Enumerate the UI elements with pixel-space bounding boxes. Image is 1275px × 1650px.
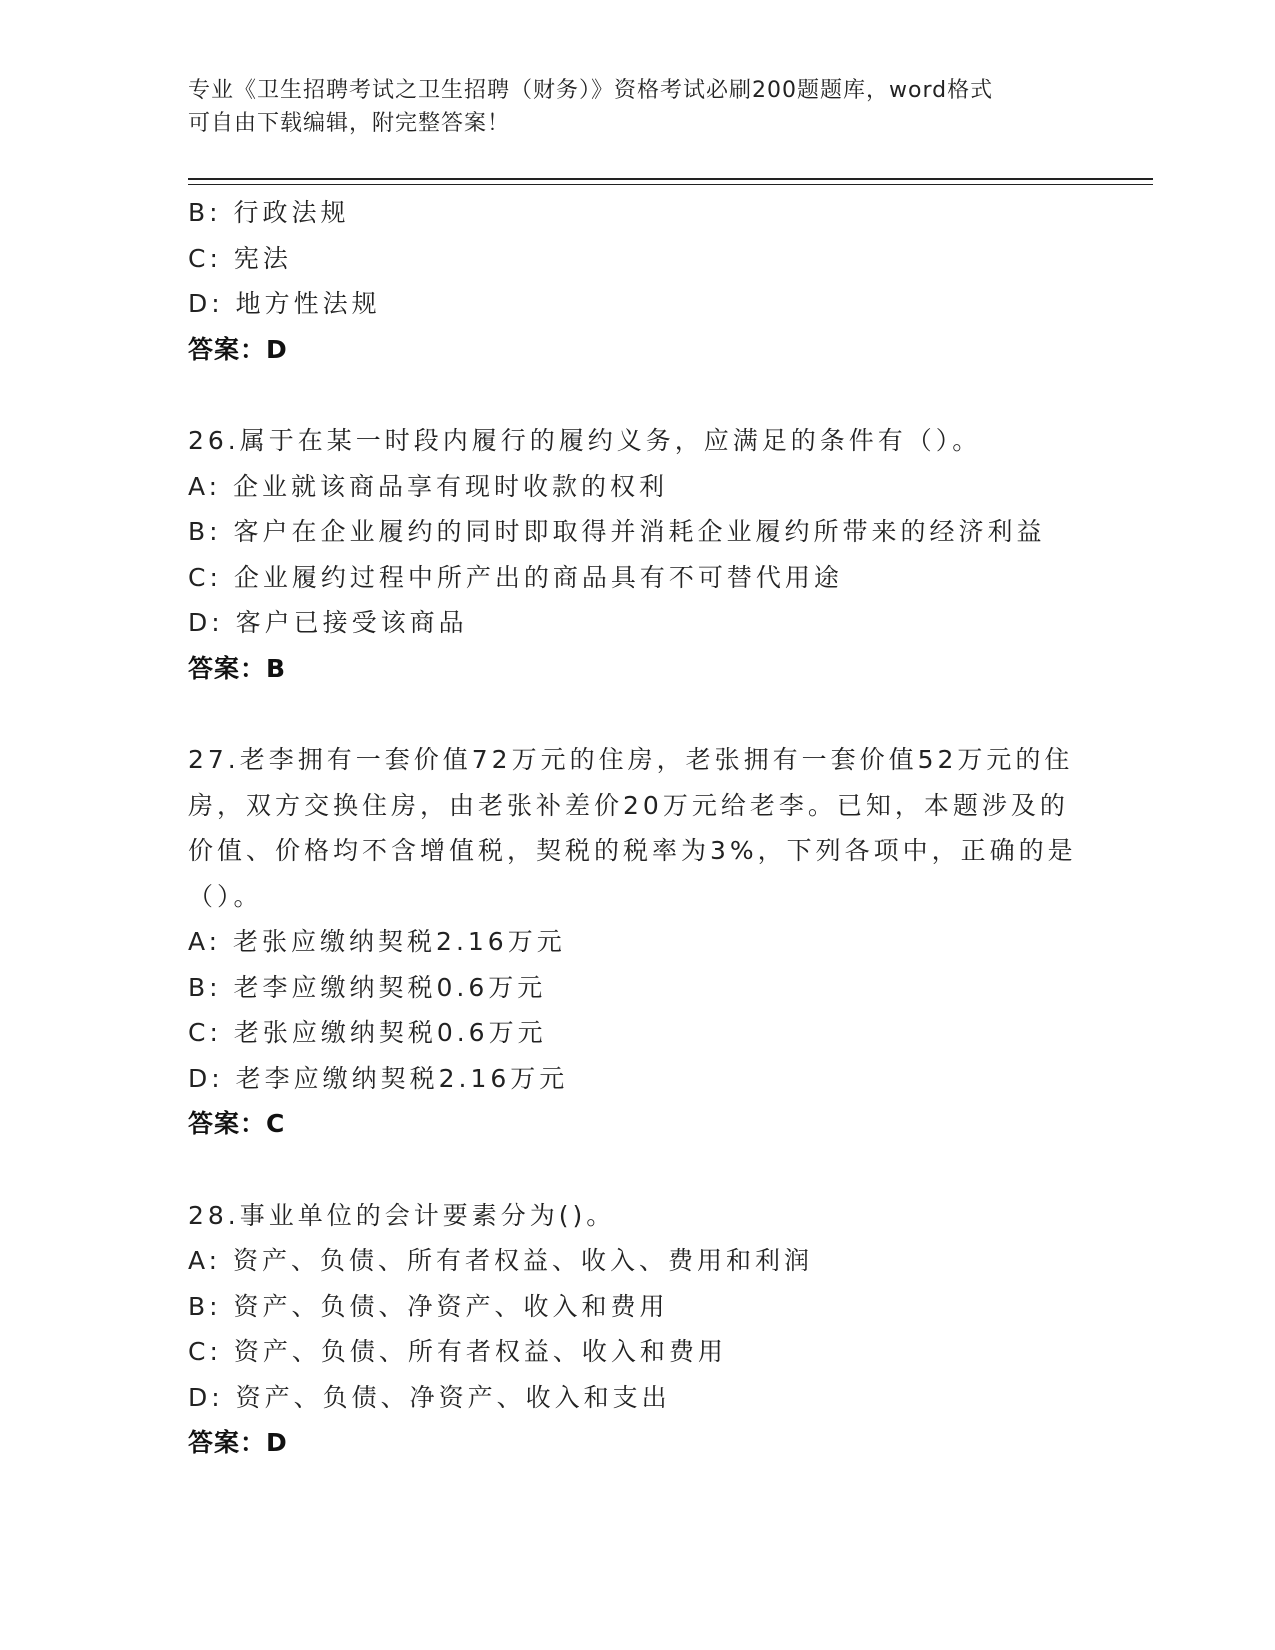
option-c: C: 资产、负债、所有者权益、收入和费用 — [188, 1337, 727, 1366]
header-rule-thick — [188, 178, 1153, 180]
option-b: B: 资产、负债、净资产、收入和费用 — [188, 1291, 669, 1321]
header-title-line-2: 可自由下载编辑，附完整答案！ — [188, 111, 511, 136]
option-b: B: 客户在企业履约的同时即取得并消耗企业履约所带来的经济利益 — [188, 517, 1046, 546]
spacer — [188, 372, 1078, 418]
answer-line: 答案：D — [188, 334, 288, 364]
question-stem-line-2: 房，双方交换住房，由老张补差价20万元给老李。已知，本题涉及的 — [188, 790, 1069, 820]
question-stem-line-4: （）。 — [188, 881, 263, 911]
option-a: A: 资产、负债、所有者权益、收入、费用和利润 — [188, 1246, 814, 1275]
question-content — [188, 190, 1078, 1466]
question-stem: 28.事业单位的会计要素分为()。 — [188, 1200, 616, 1230]
question-26 — [188, 418, 1078, 691]
question-28 — [188, 1193, 1078, 1466]
question-stem: 26.属于在某一时段内履行的履约义务，应满足的条件有（）。 — [188, 426, 982, 455]
option-c: C: 企业履约过程中所产出的商品具有不可替代用途 — [188, 562, 843, 592]
option-b: B: 行政法规 — [188, 198, 350, 227]
question-continued — [188, 190, 1078, 372]
spacer — [188, 691, 1078, 737]
question-stem-line-1: 27.老李拥有一套价值72万元的住房，老张拥有一套价值52万元的住 — [188, 745, 1074, 774]
option-d: D: 客户已接受该商品 — [188, 608, 468, 637]
option-c: C: 宪法 — [188, 243, 292, 273]
header-rule-thin — [188, 184, 1153, 185]
spacer — [188, 1147, 1078, 1193]
option-d: D: 老李应缴纳契税2.16万元 — [188, 1063, 569, 1093]
option-c: C: 老张应缴纳契税0.6万元 — [188, 1018, 547, 1047]
option-d: D: 资产、负债、净资产、收入和支出 — [188, 1382, 671, 1412]
question-stem-line-3: 价值、价格均不含增值税，契税的税率为3%，下列各项中，正确的是 — [188, 836, 1077, 865]
header-title-line-1: 专业《卫生招聘考试之卫生招聘（财务）》资格考试必刷200题题库，word格式 — [188, 78, 994, 103]
option-d: D: 地方性法规 — [188, 289, 381, 318]
option-a: A: 老张应缴纳契税2.16万元 — [188, 927, 566, 956]
document-header — [188, 74, 1088, 140]
answer-line: 答案：C — [188, 1109, 286, 1138]
answer-line: 答案：D — [188, 1428, 288, 1457]
option-b: B: 老李应缴纳契税0.6万元 — [188, 972, 547, 1002]
question-27 — [188, 737, 1078, 1147]
option-a: A: 企业就该商品享有现时收款的权利 — [188, 471, 669, 501]
answer-line: 答案：B — [188, 653, 287, 683]
